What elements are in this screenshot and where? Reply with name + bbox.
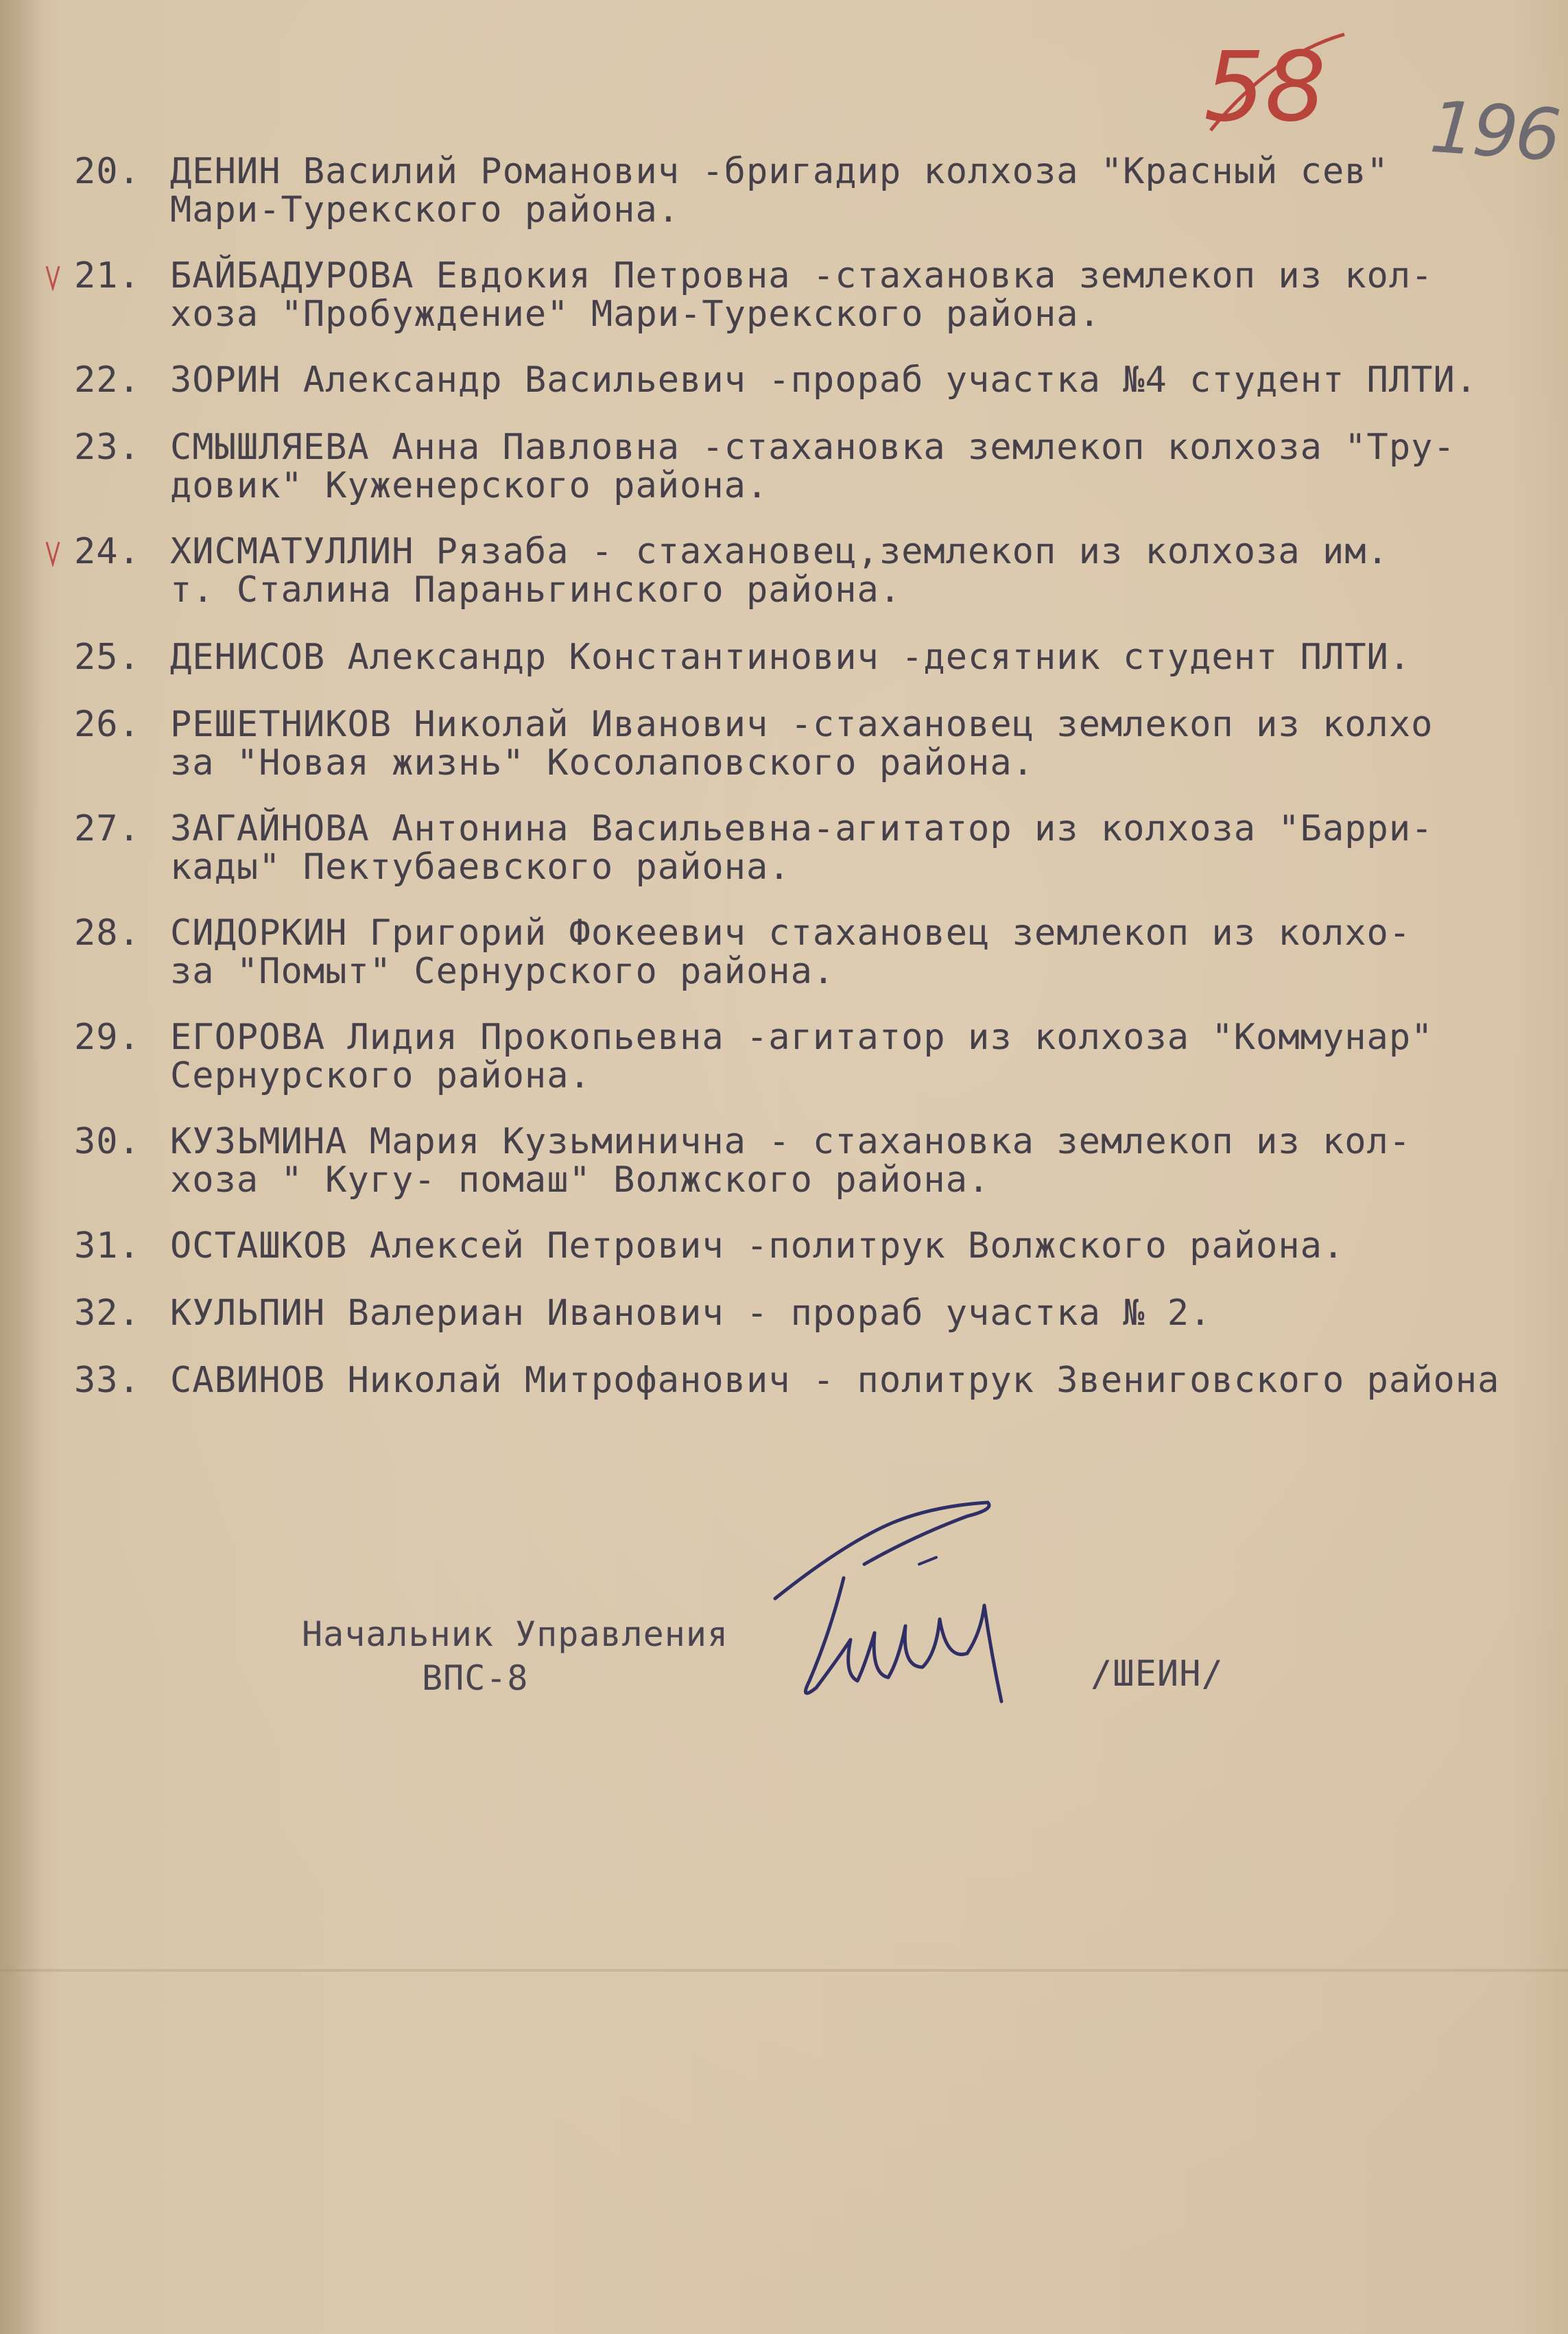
entry-number: 32. <box>74 1293 141 1334</box>
list-item <box>74 914 1556 991</box>
list-item <box>74 257 1556 333</box>
list-item <box>74 1361 1556 1400</box>
entry-text: САВИНОВ Николай Митрофанович - политрук Звениговского района <box>170 1360 1500 1401</box>
entry-text: СИДОРКИН Григорий Фокеевич стахановец землекоп из колхо- за "Помыт" Сернурского района. <box>170 912 1412 992</box>
entry-number: 33. <box>74 1360 141 1401</box>
red-folio-text: 58 <box>1204 32 1327 143</box>
entry-number: 20. <box>74 151 141 192</box>
list-item <box>74 1018 1556 1095</box>
signatory-block <box>302 1612 728 1700</box>
list-item <box>74 1122 1556 1199</box>
list-item <box>74 1294 1556 1332</box>
entry-number: 27. <box>74 808 141 849</box>
entry-number: 26. <box>74 704 141 745</box>
signatory-name: /ШЕИН/ <box>1091 1653 1224 1695</box>
entry-number: 23. <box>74 427 141 468</box>
entry-number: 28. <box>74 912 141 954</box>
entry-text: СМЫШЛЯЕВА Анна Павловна -стахановка землекоп колхоза "Тру- довик" Куженерского района. <box>170 427 1456 506</box>
signatory-unit: ВПС-8 <box>422 1658 529 1698</box>
entry-number: 29. <box>74 1017 141 1058</box>
list-item <box>74 705 1556 782</box>
entry-text: ЕГОРОВА Лидия Прокопьевна -агитатор из колхоза "Коммунар" Сернурского района. <box>170 1017 1434 1096</box>
entry-number: 22. <box>74 359 141 401</box>
list-item <box>74 152 1556 229</box>
pencil-folio-number: 196 <box>1427 84 1561 178</box>
check-mark-icon <box>45 539 60 567</box>
entry-text: ДЕНИН Василий Романович -бригадир колхоза "Красный сев" Мари-Турекского района. <box>170 151 1389 231</box>
list-item <box>74 638 1556 676</box>
entry-text: КУЛЬПИН Валериан Иванович - прораб участка № 2. <box>170 1293 1212 1334</box>
entry-text: ЗОРИН Александр Васильевич -прораб участка №4 студент ПЛТИ. <box>170 359 1478 401</box>
entry-text: ХИСМАТУЛЛИН Рязаба - стахановец,землекоп из колхоза им. т. Сталина Параньгинского района. <box>170 531 1389 611</box>
red-folio-number <box>1197 27 1348 151</box>
entry-number: 24. <box>74 531 141 572</box>
signatory-title: Начальник Управления <box>302 1614 729 1654</box>
paper-fold-line <box>0 1969 1568 1972</box>
entry-number: 21. <box>74 255 141 296</box>
entry-text: КУЗЬМИНА Мария Кузьминична - стахановка землекоп из кол- хоза " Кугу- помаш" Волжского района. <box>170 1121 1412 1201</box>
entry-number: 30. <box>74 1121 141 1162</box>
list-item <box>74 810 1556 886</box>
handwritten-signature <box>761 1496 1022 1729</box>
check-mark-icon <box>45 263 60 291</box>
entry-number: 25. <box>74 637 141 678</box>
entry-text: РЕШЕТНИКОВ Николай Иванович -стахановец землекоп из колхо за "Новая жизнь" Косолаповского района. <box>170 704 1434 783</box>
entry-text: ЗАГАЙНОВА Антонина Васильевна-агитатор из колхоза "Барри- кады" Пектубаевского района. <box>170 808 1434 888</box>
entry-text: БАЙБАДУРОВА Евдокия Петровна -стахановка землекоп из кол- хоза "Пробуждение" Мари-Турекского района. <box>170 255 1434 335</box>
entry-text: ОСТАШКОВ Алексей Петрович -политрук Волжского района. <box>170 1225 1345 1266</box>
list-item <box>74 532 1556 609</box>
person-list <box>74 152 1556 1400</box>
entry-text: ДЕНИСОВ Александр Константинович -десятник студент ПЛТИ. <box>170 637 1412 678</box>
entry-number: 31. <box>74 1225 141 1266</box>
paper-edge <box>0 0 41 2334</box>
list-item <box>74 1227 1556 1265</box>
list-item <box>74 361 1556 399</box>
list-item <box>74 428 1556 505</box>
